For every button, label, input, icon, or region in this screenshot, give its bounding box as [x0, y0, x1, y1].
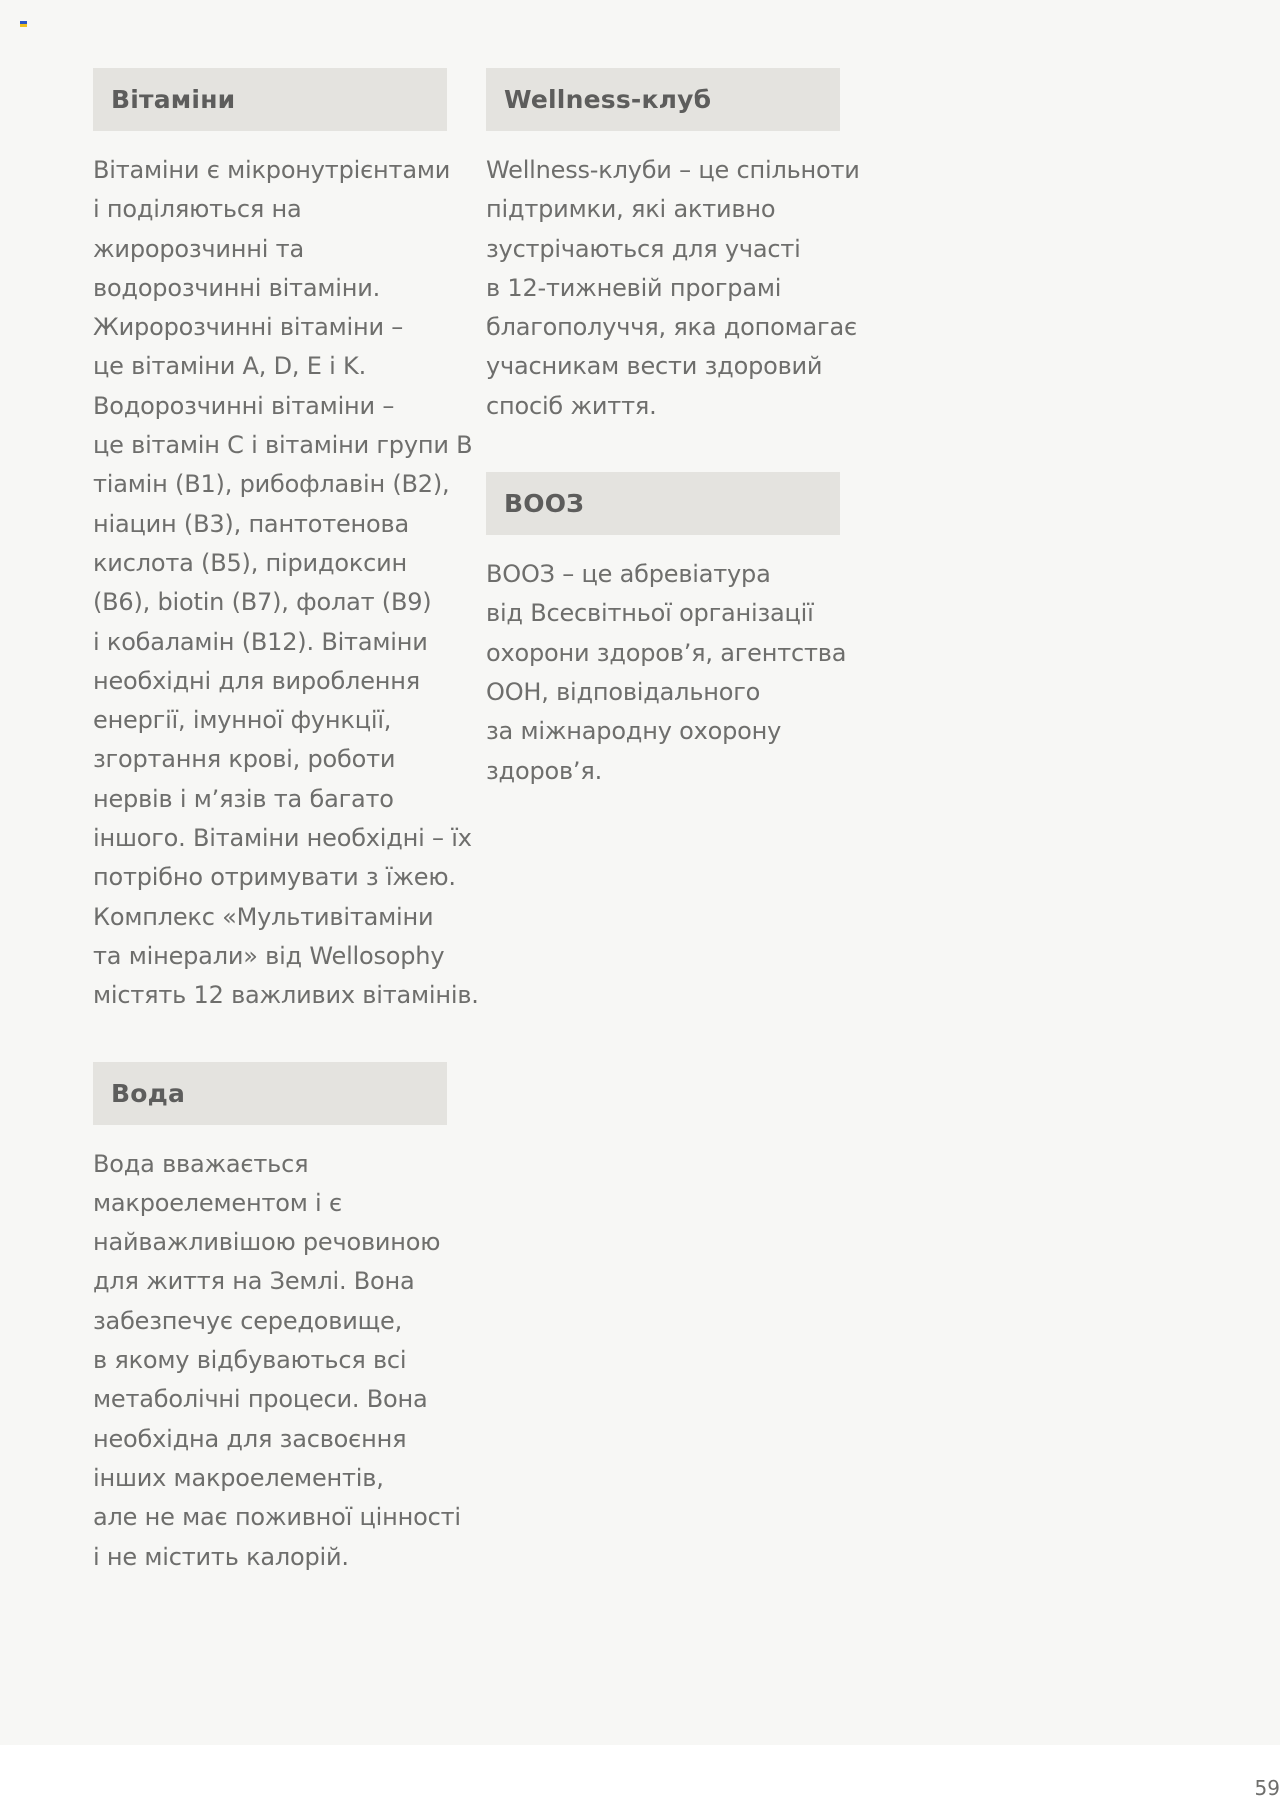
text-line: іншого. Вітаміни необхідні – їх	[93, 824, 472, 853]
section-text-water	[93, 1145, 461, 1577]
text-line: ВООЗ – це абревіатура	[486, 560, 771, 589]
section-heading-water: Вода	[93, 1062, 447, 1125]
text-line: і кобаламін (B12). Вітаміни	[93, 627, 428, 656]
text-line: охорони здоров’я, агентства	[486, 638, 847, 667]
section-heading-who: ВООЗ	[486, 472, 840, 535]
text-line: для життя на Землі. Вона	[93, 1267, 415, 1296]
text-line: (B6), biotin (B7), фолат (B9)	[93, 588, 432, 617]
section-text-vitamins	[93, 151, 479, 1016]
text-line: макроелементом і є	[93, 1188, 342, 1217]
text-line: містять 12 важливих вітамінів.	[93, 981, 479, 1010]
text-line: Wellness-клуби – це спільноти	[486, 156, 860, 184]
section-spacer	[93, 1016, 447, 1062]
text-line: Вода вважається	[93, 1149, 309, 1178]
text-line: необхідні для вироблення	[93, 666, 420, 695]
text-line: здоров’я.	[486, 756, 602, 785]
text-line: але не має поживної цінності	[93, 1503, 461, 1532]
text-line: згортання крові, роботи	[93, 745, 396, 774]
text-line: Жиророзчинні вітаміни –	[93, 313, 404, 342]
text-line: нервів і м’язів та багато	[93, 784, 394, 813]
section-text-who	[486, 555, 847, 791]
text-line: в 12-тижневій програмі	[486, 273, 782, 302]
section-heading-wellness-club: Wellness-клуб	[486, 68, 840, 131]
section-heading-vitamins: Вітаміни	[93, 68, 447, 131]
flag-stripe-yellow	[20, 24, 27, 27]
page-number-label: 59	[1254, 1776, 1280, 1800]
text-line: тіамін (B1), рибофлавін (B2),	[93, 470, 450, 499]
text-line: потрібно отримувати з їжею.	[93, 863, 456, 892]
text-line: це вітамін C і вітаміни групи B	[93, 431, 473, 460]
text-line: і не містить калорій.	[93, 1542, 349, 1571]
text-line: інших макроелементів,	[93, 1463, 384, 1492]
text-line: найважливішою речовиною	[93, 1228, 441, 1257]
text-line: і поділяються на	[93, 195, 302, 224]
text-line: зустрічаються для участі	[486, 234, 801, 263]
text-line: та мінерали» від Wellosophy	[93, 941, 445, 970]
text-line: забезпечує середовище,	[93, 1306, 403, 1335]
section-spacer	[486, 426, 840, 472]
text-line: енергії, імунної функції,	[93, 706, 392, 735]
page-number	[0, 1776, 1280, 1800]
text-line: учасникам вести здоровий	[486, 352, 823, 381]
text-line: благополуччя, яка допомагає	[486, 313, 857, 342]
text-line: в якому відбуваються всі	[93, 1346, 407, 1375]
text-line: за міжнародну охорону	[486, 717, 782, 746]
text-line: жиророзчинні та	[93, 234, 304, 263]
text-line: підтримки, які активно	[486, 195, 776, 224]
text-line: від Всесвітньої організації	[486, 599, 814, 628]
ukraine-flag-icon	[20, 21, 27, 27]
left-column	[93, 68, 479, 1577]
text-line: це вітаміни A, D, E і K.	[93, 352, 366, 381]
text-line: Комплекс «Мультивітаміни	[93, 902, 434, 931]
text-line: ООН, відповідального	[486, 677, 761, 706]
text-line: спосіб життя.	[486, 391, 657, 420]
text-line: необхідна для засвоєння	[93, 1424, 407, 1453]
text-line: кислота (B5), піридоксин	[93, 548, 407, 577]
text-line: водорозчинні вітаміни.	[93, 273, 381, 302]
text-line: Водорозчинні вітаміни –	[93, 391, 395, 420]
text-line: Вітаміни є мікронутрієнтами	[93, 156, 451, 184]
section-text-wellness-club	[486, 151, 860, 426]
text-line: метаболічні процеси. Вона	[93, 1385, 428, 1414]
text-line: ніацин (B3), пантотенова	[93, 509, 409, 538]
right-column	[486, 68, 860, 791]
